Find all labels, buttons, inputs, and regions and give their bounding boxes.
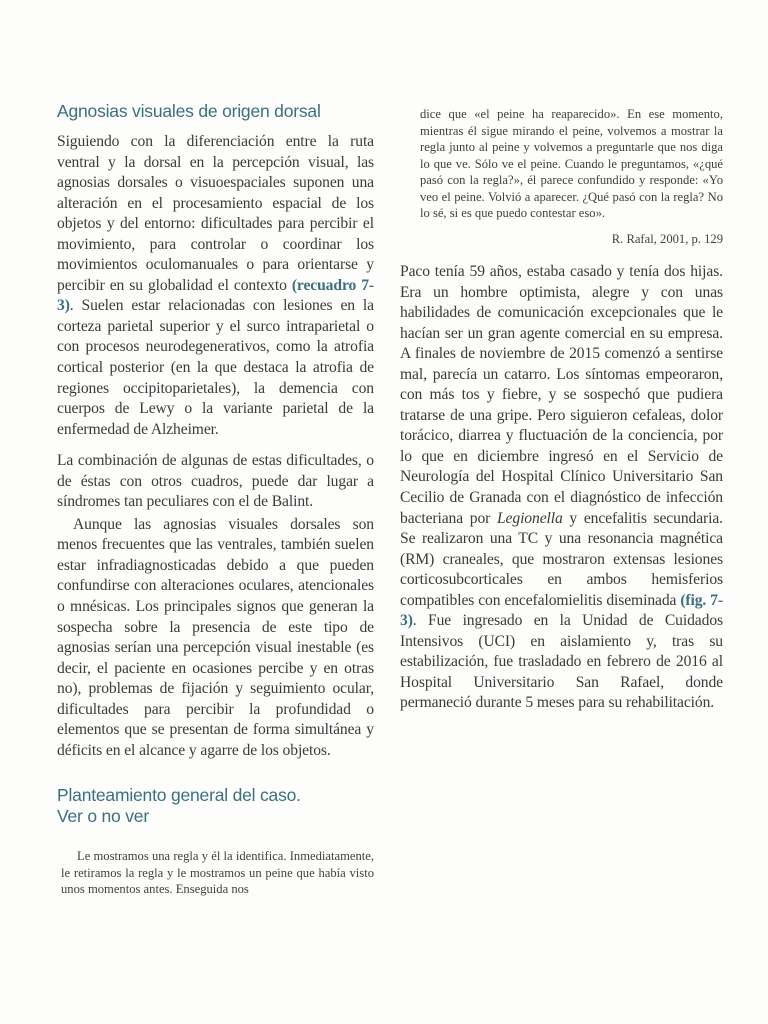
- paragraph-text: . Suelen estar relacionadas con lesiones en la corteza parietal superior y el surco intraparietal o con procesos neurodegenerativos, como la atrofia cortical posterior (en la que destaca la atrofia de regiones occipitoparietales), la demencia con cuerpos de Lewy o la variante parietal de la enfermedad de Alzheimer.: [57, 297, 374, 438]
- paragraph-balint: La combinación de algunas de estas dificultades, o de éstas con otros cuadros, puede dar lugar a síndromes tan peculiares con el de Balint.: [57, 452, 374, 511]
- paragraph-dorsal-signs: Aunque las agnosias visuales dorsales son menos frecuentes que las ventrales, también suelen estar infradiagnosticadas debido a que pueden confundirse con alteraciones oculares, atencionales o mnésicas. Los principales signos que generan la sospecha sobre la presencia de este tipo de agnosias serían una percepción visual inestable (es decir, el paciente en ocasiones percibe y en otras no), problemas de fijación y seguimiento ocular, dificultades para percibir la profundidad o elementos que se presentan de forma simultánea y déficits en el alcance y agarre de los objetos.: [57, 515, 374, 759]
- section-heading-dorsal-agnosias: Agnosias visuales de origen dorsal: [57, 101, 321, 121]
- left-column: [57, 0, 374, 898]
- italic-term-legionella: Legionella: [496, 509, 563, 527]
- cross-reference-fig-7-3[interactable]: (fig. 7-3): [400, 591, 723, 630]
- section-heading-case: [57, 785, 374, 827]
- paragraph-dorsal-intro: [57, 132, 374, 440]
- quote-citation: R. Rafal, 2001, p. 129: [611, 231, 723, 246]
- paragraph-text: y encefalitis secundaria. Se realizaron una TC y una resonancia magnética (RM) craneales, que mostraron extensas lesiones corticosubcorticales en ambos hemisferios compatibles con encefalomielitis diseminada: [400, 509, 723, 609]
- case-quote-continuation: dice que «el peine ha reaparecido». En ese momento, mientras él sigue mirando el peine, volvemos a mostrar la regla junto al peine y volvemos a preguntarle que nos diga lo que ve. Sólo ve el peine. Cuando le preguntamos, «¿qué pasó con la regla?», él parece confundido y responde: «Yo veo el peine. Volvió a aparecer. ¿Qué pasó con la regla? No lo sé, si es que puedo contestar eso».: [420, 107, 723, 220]
- paragraph-case-paco: [400, 262, 723, 714]
- paragraph-text: Siguiendo con la diferenciación entre la ruta ventral y la dorsal en la percepción visual, las agnosias dorsales o visuoespaciales suponen una alteración en el procesamiento espacial de los objetos y del entorno: dificultades para percibir el movimiento, para controlar o coordinar los movimientos oculomanuales o para orientarse y percibir en su globalidad el contexto: [57, 133, 374, 294]
- case-heading-line1: Planteamiento general del caso.: [57, 785, 301, 806]
- cross-reference-box-7-3[interactable]: (recuadro 7-3): [57, 276, 374, 315]
- right-column: [400, 0, 723, 714]
- case-quote-start: Le mostramos una regla y él la identifica. Inmediatamente, le retiramos la regla y le mostramos un peine que había visto unos momentos antes. Enseguida nos: [61, 849, 374, 897]
- case-heading-line2: Ver o no ver: [57, 806, 149, 827]
- paragraph-text: . Fue ingresado en la Unidad de Cuidados Intensivos (UCI) en aislamiento y, tras su estabilización, fue trasladado en febrero de 2016 al Hospital Universitario San Rafael, donde permaneció durante 5 meses para su rehabilitación.: [400, 612, 723, 712]
- paragraph-text: Paco tenía 59 años, estaba casado y tenía dos hijas. Era un hombre optimista, alegre y con unas habilidades de comunicación excepcionales que le hacían ser un gran agente comercial en su empresa. A finales de noviembre de 2015 comenzó a sentirse mal, parecía un catarro. Los síntomas empeoraron, con más tos y fiebre, y se sospechó que pudiera tratarse de una gripe. Pero siguieron cefaleas, dolor torácico, diarrea y fluctuación de la conciencia, por lo que en diciembre ingresó en el Servicio de Neurología del Hospital Clínico Universitario San Cecilio de Granada con el diagnóstico de infección bacteriana por: [400, 263, 723, 527]
